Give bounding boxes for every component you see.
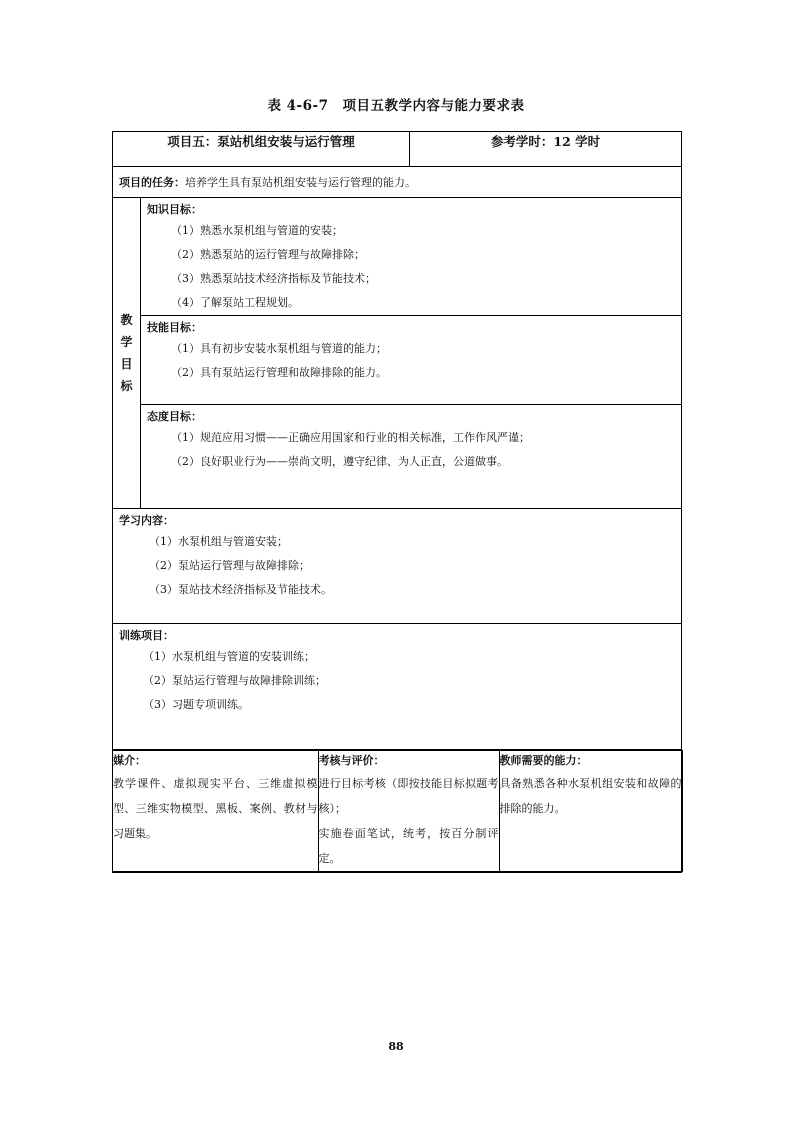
teacher-ability-cell: [499, 751, 682, 872]
section-heading: 态度目标：: [147, 410, 202, 423]
media-cell: [113, 751, 318, 872]
skill-objectives: [141, 316, 682, 405]
knowledge-objectives: [141, 198, 682, 316]
list-item: （3）熟悉泵站技术经济指标及节能技术；: [171, 272, 376, 285]
project-name: 项目五：泵站机组安装与运行管理: [113, 132, 410, 167]
learning-content: [113, 509, 682, 624]
attitude-row: [113, 405, 682, 509]
list-item: （2）泵站运行管理与故障排除训练；: [143, 674, 326, 687]
side-char: 学: [120, 335, 133, 349]
section-heading: 训练项目：: [119, 629, 174, 642]
bottom-cell: [113, 750, 682, 873]
section-heading: 考核与评价：: [318, 754, 385, 767]
teaching-objectives-label: [113, 198, 141, 509]
assessment-cell: [318, 751, 499, 872]
training-row: [113, 624, 682, 750]
training-projects: [113, 624, 682, 750]
side-char: 教: [120, 313, 133, 327]
attitude-objectives: [141, 405, 682, 509]
task-row: [113, 167, 682, 198]
list-item: （1）水泵机组与管道的安装训练；: [143, 650, 315, 663]
table-caption: 表 4-6-7 项目五教学内容与能力要求表: [267, 98, 525, 114]
list-item: （1）熟悉水泵机组与管道的安装；: [171, 224, 343, 237]
section-heading: 学习内容：: [119, 514, 174, 527]
bottom-row: [113, 750, 682, 873]
side-char: 目: [120, 357, 133, 371]
header-row: [113, 132, 682, 167]
list-item: （1）具有初步安装水泵机组与管道的能力；: [171, 342, 387, 355]
knowledge-row: [113, 198, 682, 316]
list-item: （3）泵站技术经济指标及节能技术。: [149, 583, 332, 596]
section-heading: 媒介：: [113, 754, 146, 767]
task-label: 项目的任务：: [119, 176, 185, 189]
assessment-text-2: 实施卷面笔试，统考，按百分制评定。: [318, 827, 499, 865]
teacher-ability-text: 具备熟悉各种水泵机组安装和故障的排除的能力。: [499, 777, 682, 815]
side-char: 标: [120, 379, 133, 393]
list-item: （2）良好职业行为——崇尚文明，遵守纪律、为人正直，公道做事。: [171, 455, 508, 468]
list-item: （1）规范应用习惯——正确应用国家和行业的相关标准，工作作风严谨；: [171, 431, 530, 444]
section-heading: 教师需要的能力：: [499, 754, 588, 767]
list-item: （4）了解泵站工程规划。: [171, 296, 299, 309]
section-heading: 技能目标：: [147, 321, 202, 334]
list-item: （2）泵站运行管理与故障排除；: [149, 559, 310, 572]
task-text: 培养学生具有泵站机组安装与运行管理的能力。: [185, 176, 416, 189]
bottom-subtable: [113, 750, 683, 872]
page-number: 88: [388, 1040, 404, 1053]
list-item: （2）具有泵站运行管理和故障排除的能力。: [171, 366, 387, 379]
media-text: 教学课件、虚拟现实平台、三维虚拟模型、三维实物模型、黑板、案例、教材与习题集。: [113, 777, 318, 840]
section-heading: 知识目标：: [147, 203, 202, 216]
list-item: （2）熟悉泵站的运行管理与故障排除；: [171, 248, 365, 261]
reference-hours: 参考学时：12 学时: [410, 132, 682, 167]
skill-row: [113, 316, 682, 405]
assessment-text-1: 进行目标考核（即按技能目标拟题考核）；: [318, 777, 499, 815]
list-item: （3）习题专项训练。: [143, 698, 249, 711]
list-item: （1）水泵机组与管道安装；: [149, 535, 288, 548]
learning-row: [113, 509, 682, 624]
project-task: [113, 167, 682, 198]
requirements-table: [112, 131, 682, 873]
